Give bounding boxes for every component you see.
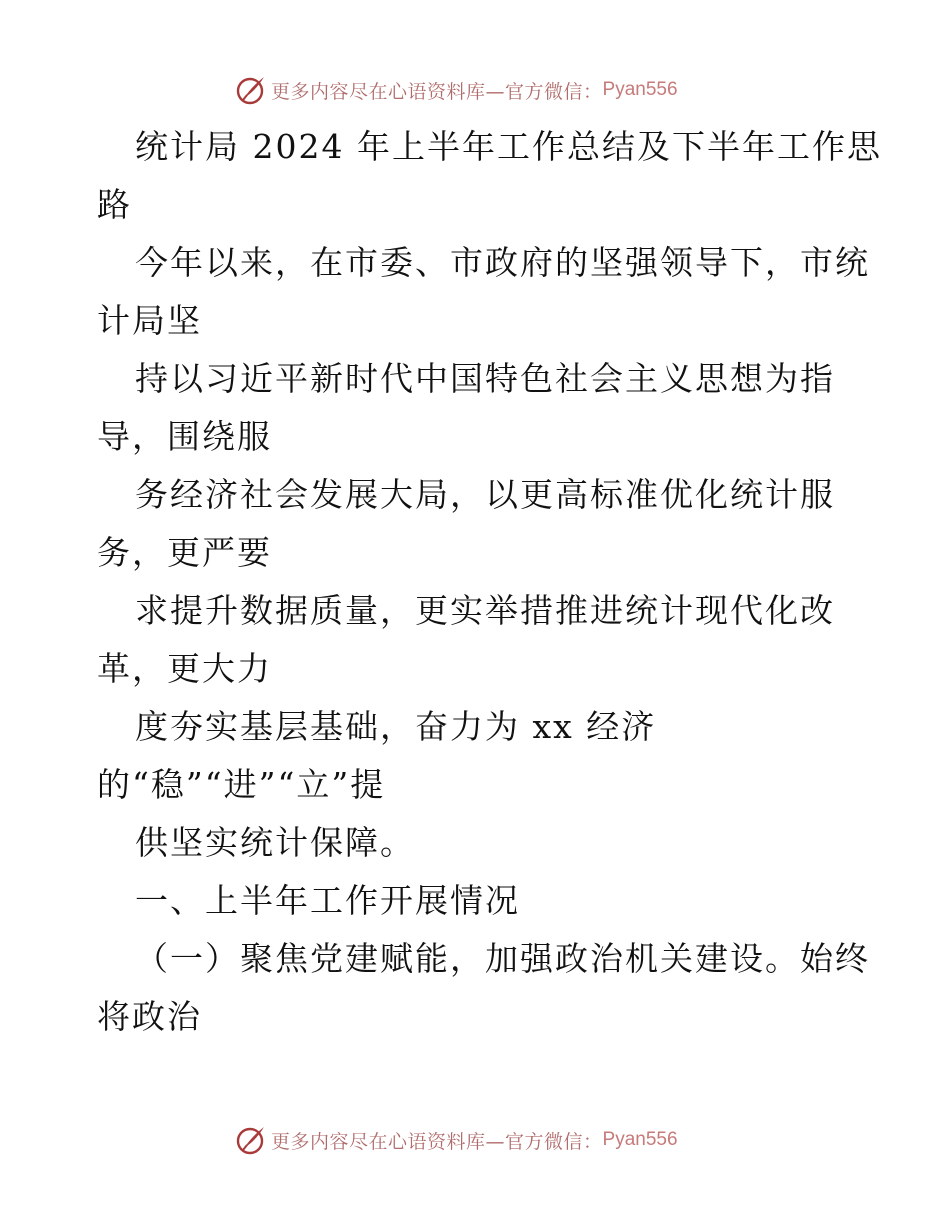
watermark-text: 更多内容尽在心语资料库—官方微信： [271, 1130, 603, 1153]
paragraph-line: 求提升数据质量，更实举措推进统计现代化改 [135, 591, 835, 630]
paragraph-line: 供坚实统计保障。 [135, 823, 415, 862]
paragraph-line: 务，更严要 [97, 533, 272, 572]
document-body [97, 118, 882, 1046]
quill-pen-logo-icon [235, 74, 267, 106]
paragraph-line: 导，围绕服 [97, 417, 272, 456]
paragraph-line: 革，更大力 [97, 649, 272, 688]
paragraph-line: 务经济社会发展大局，以更高标准优化统计服 [135, 475, 835, 514]
quill-pen-logo-icon [235, 1124, 267, 1156]
paragraph-line: 计局坚 [97, 301, 202, 340]
footer-watermark-banner [235, 1123, 678, 1157]
section-heading: 一、上半年工作开展情况 [135, 881, 520, 920]
title-line-continued: 路 [97, 185, 132, 224]
subsection-line: （一）聚焦党建赋能，加强政治机关建设。始终 [135, 939, 870, 978]
title-line: 统计局 2024 年上半年工作总结及下半年工作思 [135, 127, 882, 166]
header-watermark-banner [235, 73, 678, 107]
wechat-id: Pyan556 [602, 79, 678, 100]
subsection-line: 将政治 [97, 997, 202, 1036]
watermark-text: 更多内容尽在心语资料库—官方微信： [271, 80, 603, 103]
paragraph-line: 度夯实基层基础，奋力为 xx 经济 [135, 707, 657, 746]
paragraph-line: 的“稳”“进”“立”提 [97, 765, 386, 804]
paragraph-line: 今年以来，在市委、市政府的坚强领导下，市统 [135, 243, 870, 282]
paragraph-line: 持以习近平新时代中国特色社会主义思想为指 [135, 359, 835, 398]
wechat-id: Pyan556 [602, 1129, 678, 1150]
